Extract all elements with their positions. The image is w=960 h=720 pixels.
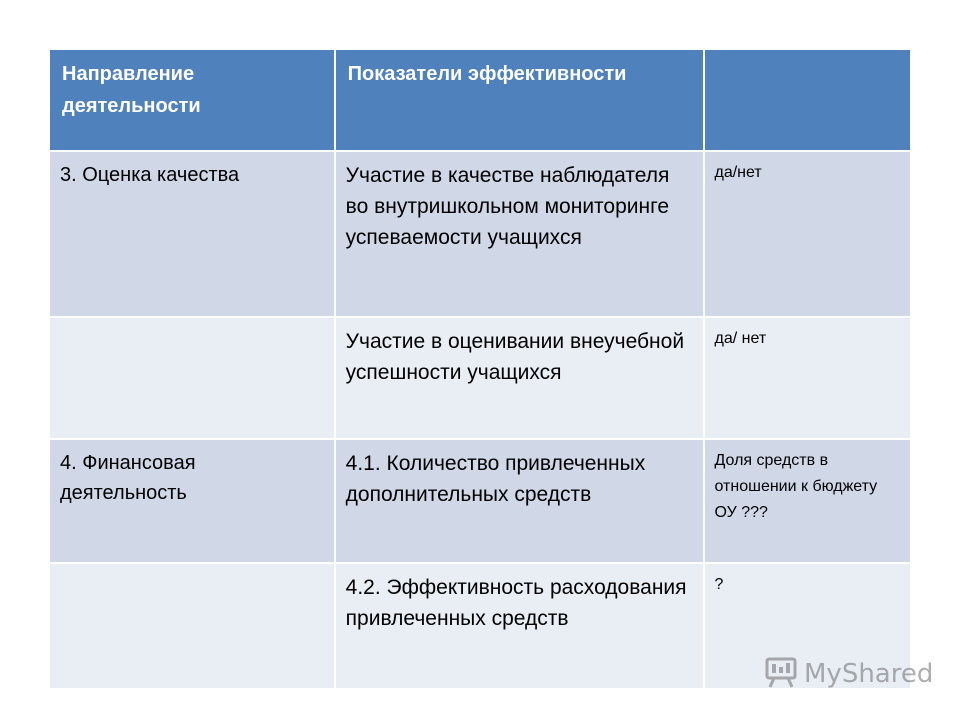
header-direction: Направление деятельности <box>49 49 335 151</box>
cell-direction <box>49 317 335 439</box>
cell-value: ? <box>704 563 912 689</box>
cell-direction <box>49 563 335 689</box>
cell-indicator: 4.2. Эффективность расходования привлеченных средств <box>335 563 704 689</box>
header-value <box>704 49 912 151</box>
cell-value: Доля средств в отношении к бюджету ОУ ??? <box>704 439 912 563</box>
header-indicators: Показатели эффективности <box>335 49 704 151</box>
table-row <box>49 439 911 563</box>
cell-value: да/ нет <box>704 317 912 439</box>
watermark-logo <box>764 656 933 692</box>
kpi-table <box>48 48 912 690</box>
cell-direction: 3. Оценка качества <box>49 151 335 317</box>
cell-direction: 4. Финансовая деятельность <box>49 439 335 563</box>
table-row <box>49 317 911 439</box>
presentation-board-icon <box>764 655 798 694</box>
cell-value: да/нет <box>704 151 912 317</box>
watermark-text: MyShared <box>804 659 934 689</box>
cell-indicator: Участие в оценивании внеучебной успешности учащихся <box>335 317 704 439</box>
table-header-row <box>49 49 911 151</box>
cell-indicator: Участие в качестве наблюдателя во внутришкольном мониторинге успеваемости учащихся <box>335 151 704 317</box>
cell-indicator: 4.1. Количество привлеченных дополнительных средств <box>335 439 704 563</box>
table-row <box>49 151 911 317</box>
